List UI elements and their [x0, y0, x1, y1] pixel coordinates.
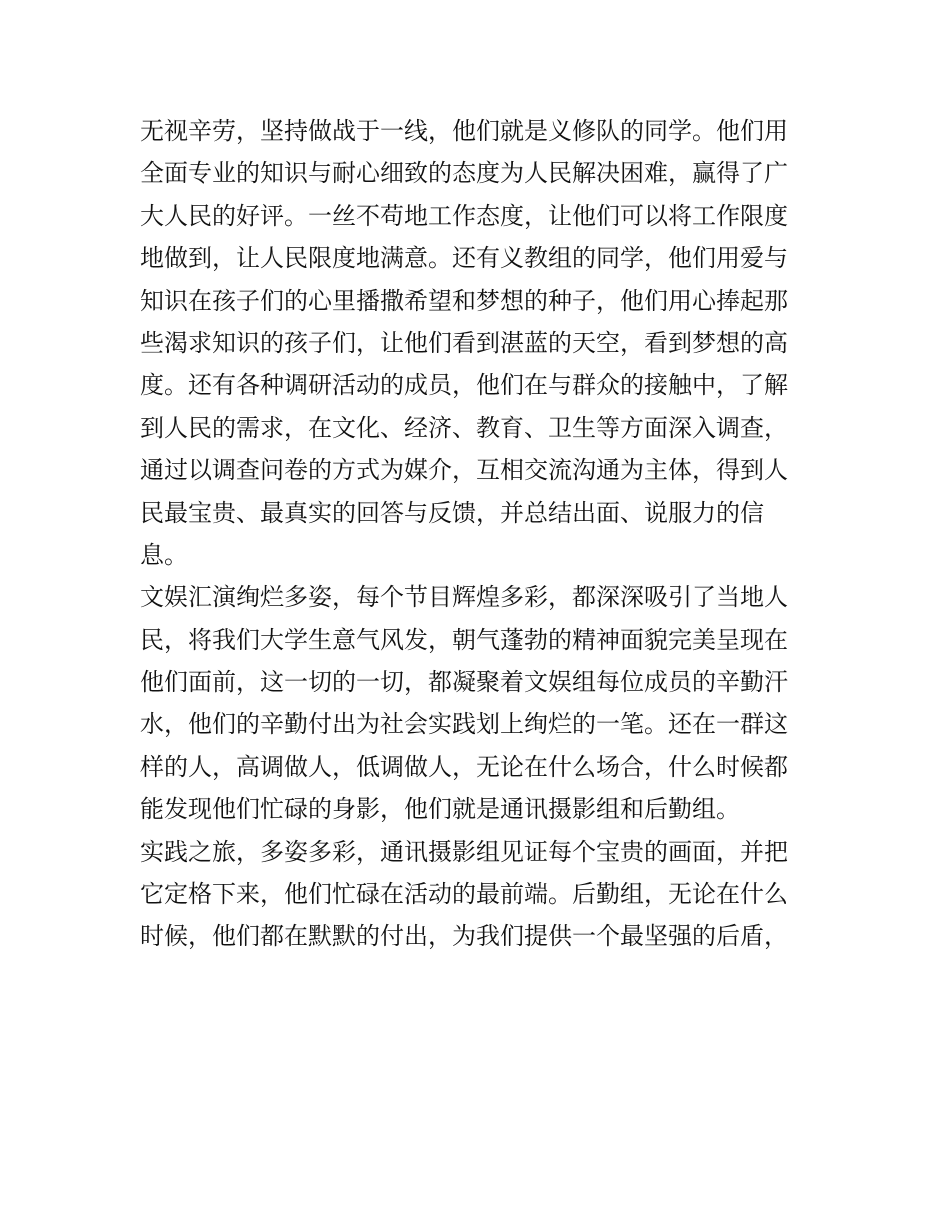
text-line: 实践之旅，多姿多彩，通讯摄影组见证每个宝贵的画面，并把 — [140, 837, 788, 866]
text-line: 能发现他们忙碌的身影，他们就是通讯摄影组和后勤组。 — [140, 795, 740, 824]
text-line: 它定格下来，他们忙碌在活动的最前端。后勤组，无论在什么 — [140, 880, 788, 909]
text-line: 度。还有各种调研活动的成员，他们在与群众的接触中，了解 — [140, 371, 788, 400]
text-line: 民最宝贵、最真实的回答与反馈，并总结出面、说服力的信 — [140, 498, 764, 527]
text-line: 大人民的好评。一丝不苟地工作态度，让他们可以将工作限度 — [140, 201, 788, 230]
text-line: 民，将我们大学生意气风发，朝气蓬勃的精神面貌完美呈现在 — [140, 625, 788, 654]
text-line: 文娱汇演绚烂多姿，每个节目辉煌多彩，都深深吸引了当地人 — [140, 583, 788, 612]
text-line: 些渴求知识的孩子们，让他们看到湛蓝的天空，看到梦想的高 — [140, 328, 788, 357]
text-line: 全面专业的知识与耐心细致的态度为人民解决困难，赢得了广 — [140, 159, 788, 188]
text-line: 水，他们的辛勤付出为社会实践划上绚烂的一笔。还在一群这 — [140, 710, 788, 739]
text-line: 到人民的需求，在文化、经济、教育、卫生等方面深入调查， — [140, 413, 788, 442]
body-text — [140, 110, 820, 958]
text-line: 通过以调查问卷的方式为媒介，互相交流沟通为主体，得到人 — [140, 456, 788, 485]
text-line: 无视辛劳，坚持做战于一线，他们就是义修队的同学。他们用 — [140, 117, 788, 145]
text-line: 地做到，让人民限度地满意。还有义教组的同学，他们用爱与 — [140, 244, 788, 273]
text-line: 知识在孩子们的心里播撒希望和梦想的种子，他们用心捧起那 — [140, 286, 788, 315]
text-line: 样的人，高调做人，低调做人，无论在什么场合，什么时候都 — [140, 752, 788, 781]
text-line: 他们面前，这一切的一切，都凝聚着文娱组每位成员的辛勤汗 — [140, 668, 788, 697]
text-line: 息。 — [140, 540, 188, 569]
text-line: 时候，他们都在默默的付出，为我们提供一个最坚强的后盾， — [140, 922, 788, 951]
